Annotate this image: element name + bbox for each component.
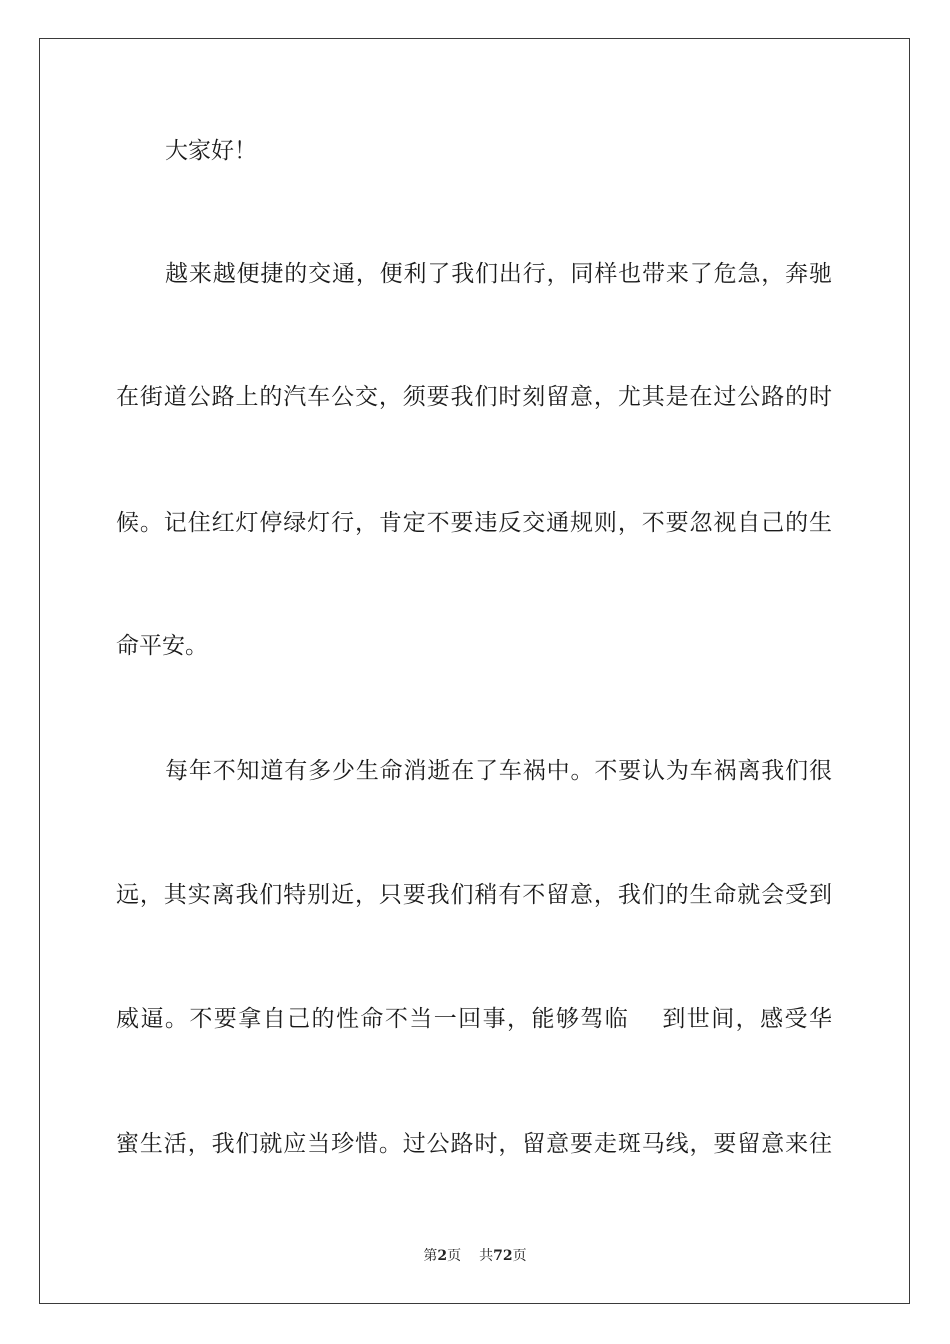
- footer-page-current: 2: [437, 1248, 448, 1264]
- footer-page-suffix: 页: [447, 1248, 462, 1264]
- footer-total-prefix: 共: [479, 1248, 494, 1264]
- page-border: [39, 38, 910, 1304]
- paragraph-2-line-2: 远，其实离我们特别近，只要我们稍有不留意，我们的生命就会受到: [116, 882, 832, 908]
- paragraph-1-line-1: 越来越便捷的交通，便利了我们出行，同样也带来了危急，奔驰: [165, 261, 832, 287]
- greeting-line: 大家好！: [165, 138, 257, 164]
- paragraph-2-line-3: 威逼。不要拿自己的性命不当一回事，能够驾临 到世间，感受华: [116, 1006, 832, 1032]
- footer-page-prefix: 第: [423, 1248, 438, 1264]
- footer-page-total: 72: [493, 1248, 513, 1264]
- paragraph-1-line-2: 在街道公路上的汽车公交，须要我们时刻留意，尤其是在过公路的时: [116, 384, 832, 410]
- page-footer: [0, 1247, 950, 1265]
- paragraph-1-line-3: 候。记住红灯停绿灯行，肯定不要违反交通规则，不要忽视自己的生: [116, 510, 832, 536]
- paragraph-1-line-4: 命平安。: [116, 633, 208, 659]
- footer-total-suffix: 页: [512, 1248, 527, 1264]
- paragraph-2-line-4: 蜜生活，我们就应当珍惜。过公路时，留意要走斑马线，要留意来往: [116, 1131, 832, 1157]
- paragraph-2-line-1: 每年不知道有多少生命消逝在了车祸中。不要认为车祸离我们很: [165, 758, 832, 784]
